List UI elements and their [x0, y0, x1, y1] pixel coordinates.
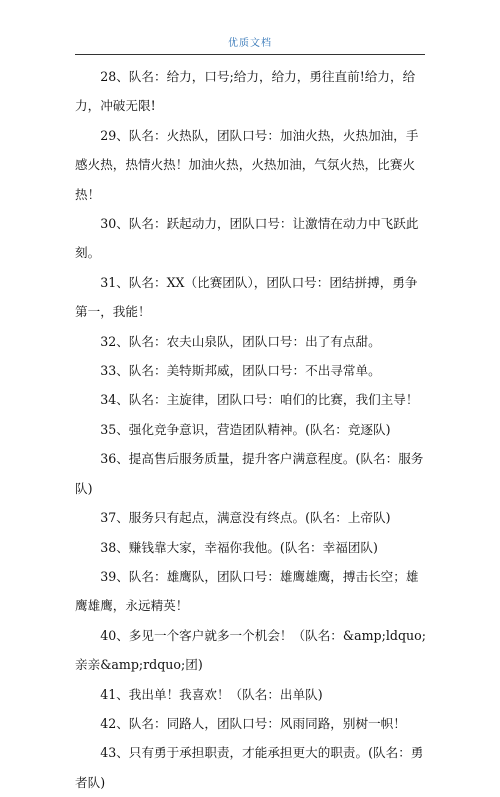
paragraph-39: 39、队名：雄鹰队，团队口号：雄鹰雄鹰，搏击长空；雄鹰雄鹰，永远精英！ [75, 568, 419, 614]
page-header-title: 优质文档 [228, 38, 272, 49]
paragraph-32: 32、队名：农夫山泉队，团队口号：出了有点甜。 [100, 333, 381, 349]
paragraph-43: 43、只有勇于承担职责，才能承担更大的职责。(队名：勇者队) [75, 745, 424, 790]
paragraph-38: 38、赚钱靠大家，幸福你我他。(队名：幸福团队) [100, 539, 378, 555]
paragraph-33: 33、队名：美特斯邦威，团队口号：不出寻常单。 [100, 363, 381, 379]
paragraph-29: 29、队名：火热队，团队口号：加油火热，火热加油，手感火热，热情火热！加油火热，火热加油，气氛火热，比赛火热！ [75, 127, 419, 202]
paragraph-36: 36、提高售后服务质量，提升客户满意程度。(队名：服务队) [75, 451, 424, 496]
paragraph-42: 42、队名：同路人，团队口号：风雨同路，别树一帜！ [100, 715, 406, 731]
paragraph-28: 28、队名：给力，口号;给力，给力，勇往直前!给力，给力，冲破无限! [75, 69, 416, 114]
paragraph-41: 41、我出单！我喜欢！（队名：出单队) [100, 686, 323, 702]
paragraph-30: 30、队名：跃起动力，团队口号：让激情在动力中飞跃此刻。 [75, 216, 419, 261]
paragraph-31: 31、队名：XX（比赛团队），团队口号：团结拼搏，勇争第一，我能！ [75, 274, 418, 320]
paragraph-35: 35、强化竞争意识，营造团队精神。(队名：竞逐队) [100, 421, 391, 437]
document-body [75, 62, 430, 797]
paragraph-40: 40、多见一个客户就多一个机会！（队名：&amp;ldquo;亲亲&amp;rdquo;团) [75, 627, 426, 673]
paragraph-34: 34、队名：主旋律，团队口号：咱们的比赛，我们主导！ [100, 392, 419, 408]
header-divider [75, 54, 425, 55]
paragraph-37: 37、服务只有起点，满意没有终点。(队名：上帝队) [100, 510, 391, 526]
